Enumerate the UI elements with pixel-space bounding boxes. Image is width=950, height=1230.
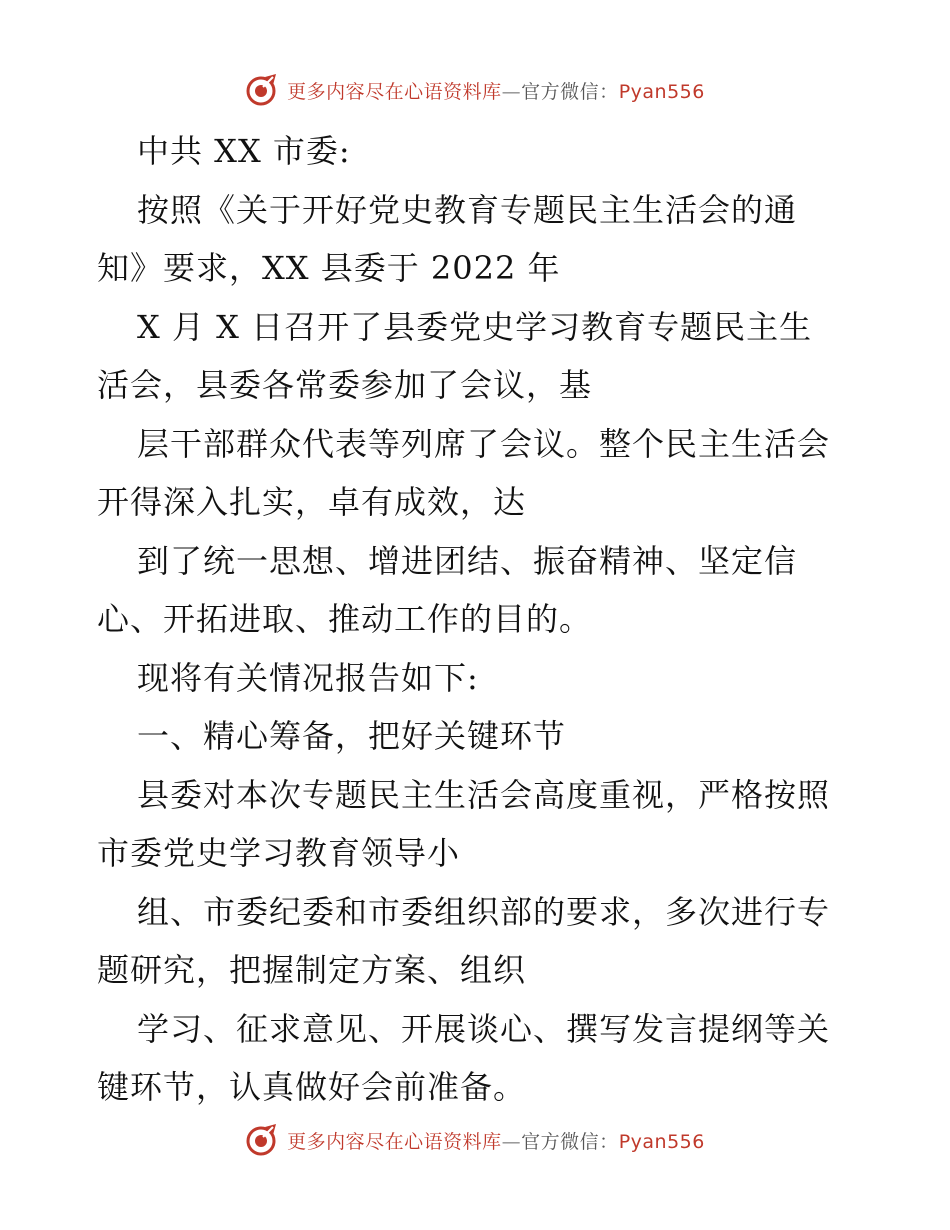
text-line: 现将有关情况报告如下: [137, 658, 479, 697]
watermark-side-text: 官方微信： [521, 80, 619, 103]
document-body [97, 122, 867, 1117]
pen-logo-icon [245, 73, 279, 107]
watermark-wechat-id: Pyan556 [618, 1130, 705, 1153]
watermark-main-text: 更多内容尽在心语资料库 [287, 1130, 502, 1153]
watermark-main-text: 更多内容尽在心语资料库 [287, 80, 502, 103]
text-line: 县委对本次专题民主生活会高度重视，严格按照 [137, 775, 831, 814]
header-watermark [0, 72, 950, 108]
text-line-salutation: 中共 XX 市委: [137, 132, 351, 170]
footer-watermark [0, 1122, 950, 1158]
section-heading: 一、精心筹备，把好关键环节 [137, 717, 567, 755]
text-line: 键环节，认真做好会前准备。 [97, 1068, 527, 1106]
watermark-separator: — [501, 1130, 522, 1153]
watermark-separator: — [501, 80, 522, 103]
text-line: 市委党史学习教育领导小 [97, 834, 461, 872]
text-line: 心、开拓进取、推动工作的目的。 [97, 600, 593, 638]
text-line: 学习、征求意见、开展谈心、撰写发言提纲等关 [137, 1009, 831, 1048]
text-line: 层干部群众代表等列席了会议。整个民主生活会 [137, 424, 831, 463]
text-line: 组、市委纪委和市委组织部的要求，多次进行专 [137, 892, 831, 931]
text-line: 知》要求，XX 县委于 2022 年 [97, 249, 561, 287]
text-line: 开得深入扎实，卓有成效，达 [97, 483, 527, 521]
pen-logo-icon [245, 1123, 279, 1157]
text-line: 题研究，把握制定方案、组织 [97, 951, 527, 989]
text-line: X 月 X 日召开了县委党史学习教育专题民主生 [137, 307, 813, 346]
watermark-wechat-id: Pyan556 [618, 80, 705, 103]
text-line: 活会，县委各常委参加了会议，基 [97, 366, 593, 404]
text-line: 按照《关于开好党史教育专题民主生活会的通 [137, 190, 798, 229]
watermark-side-text: 官方微信： [521, 1130, 619, 1153]
text-line: 到了统一思想、增进团结、振奋精神、坚定信 [137, 541, 798, 580]
